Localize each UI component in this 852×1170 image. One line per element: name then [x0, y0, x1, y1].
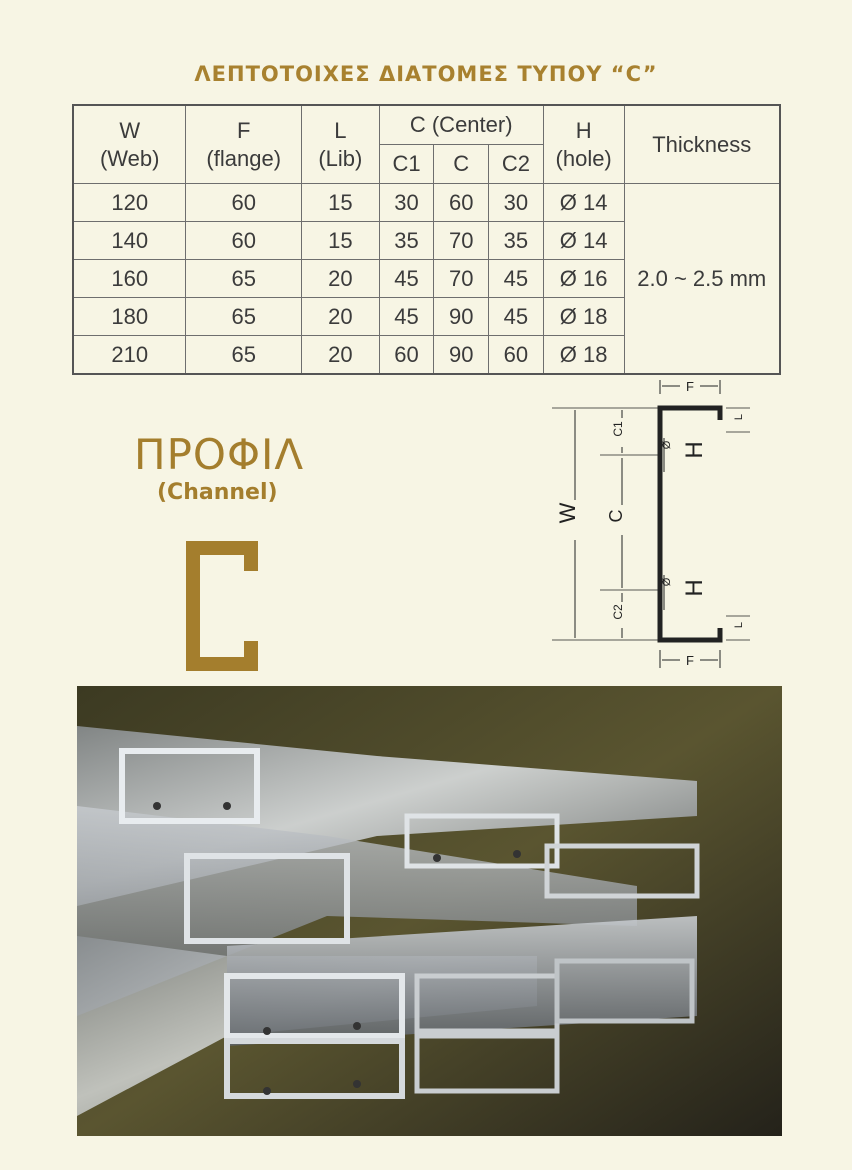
- header-f: F (flange): [186, 105, 302, 184]
- c2-label: C2: [611, 604, 625, 620]
- h-top-label: H: [681, 441, 708, 459]
- c1-label: C1: [611, 421, 625, 437]
- steel-channels-photo: [77, 686, 782, 1136]
- header-c-mid: C: [434, 145, 489, 184]
- w-label: W: [555, 502, 580, 524]
- l-top-label: L: [733, 413, 745, 421]
- hole-dia-bottom: Ø: [661, 577, 673, 587]
- spec-table: [72, 104, 781, 375]
- profile-heading: ΠΡΟΦΙΛ: [134, 430, 305, 479]
- page-title: ΛΕΠΤΟΤΟΙΧΕΣ ΔΙΑΤΟΜΕΣ ΤΥΠΟΥ “C”: [194, 62, 658, 86]
- header-w: W (Web): [73, 105, 186, 184]
- profile-subheading: (Channel): [157, 480, 278, 505]
- f-bottom-label: F: [686, 653, 694, 668]
- channel-logo-icon: [186, 541, 244, 671]
- header-thickness: Thickness: [624, 105, 780, 184]
- thickness-value: 2.0 ~ 2.5 mm: [624, 184, 780, 375]
- table-row: 180 65 20 45 90 45 Ø 18: [73, 298, 780, 336]
- c-label: C: [606, 509, 626, 523]
- l-bottom-label: L: [733, 621, 745, 629]
- header-c: C (Center): [379, 105, 543, 145]
- table-row: 120 60 15 30 60 30 Ø 14 2.0 ~ 2.5 mm: [73, 184, 780, 222]
- channel-dimension-diagram: [540, 370, 760, 670]
- f-top-label: F: [686, 379, 694, 394]
- header-c1: C1: [379, 145, 434, 184]
- header-h: H (hole): [543, 105, 624, 184]
- hole-dia-top: Ø: [661, 440, 673, 450]
- header-c2: C2: [489, 145, 544, 184]
- h-bottom-label: H: [681, 579, 708, 597]
- table-row: 160 65 20 45 70 45 Ø 16: [73, 260, 780, 298]
- table-row: 210 65 20 60 90 60 Ø 18: [73, 336, 780, 375]
- table-row: 140 60 15 35 70 35 Ø 14: [73, 222, 780, 260]
- header-l: L (Lib): [302, 105, 380, 184]
